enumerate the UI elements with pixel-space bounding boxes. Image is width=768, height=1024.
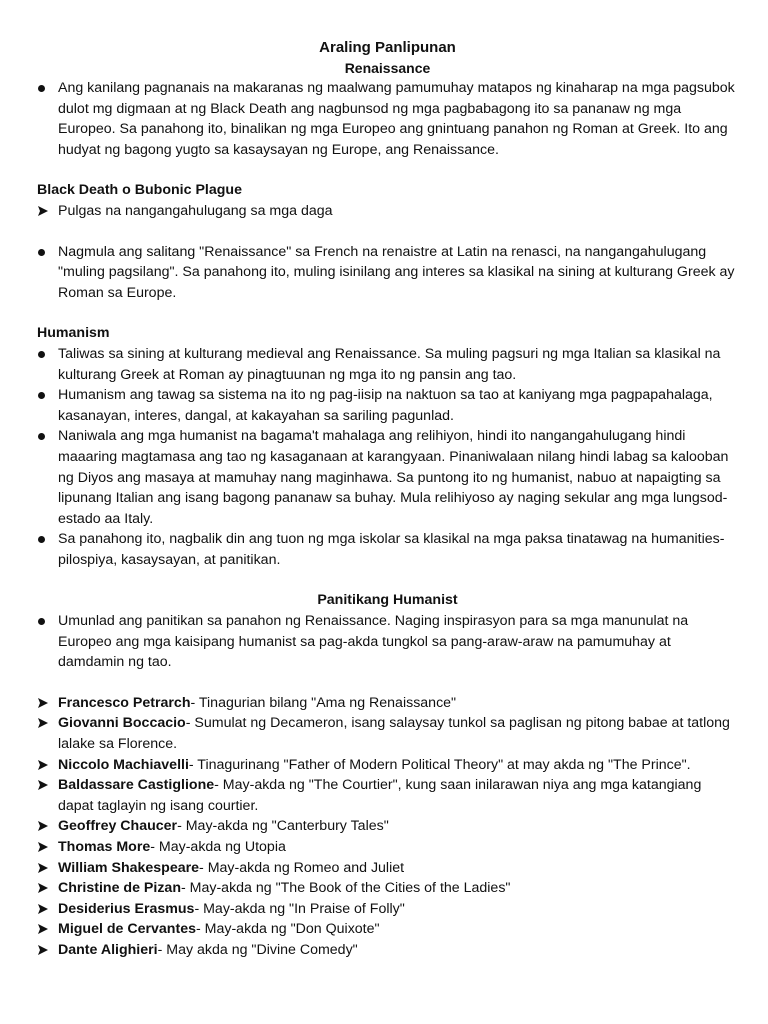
bullet-dot-icon [38, 618, 45, 625]
list-item-text: Naniwala ang mga humanist na bagama't mahalaga ang relihiyon, hindi ito nangangahulugang hindi maaaring magtamasa ang tao ng kasaganaan at karangyaan. Pinaniwalaan nilang hindi labag sa kalooban ng Diyos ang masaya at mamuhay nang maginhawa. Sa puntong ito ng humanist, nabuo at napaigting sa lipunang Italian ang isang bagong pananaw sa buhay. Mula relihiyoso ay naging sekular ang mga lungsod-estado aa Italy. [58, 428, 729, 527]
list-item-text: Sa panahong ito, nagbalik din ang tuon ng mga iskolar sa klasikal na mga paksa tinatawag na humanities- pilospiya, kasaysayan, at panitikan. [58, 531, 725, 568]
author-name: Dante Alighieri [58, 941, 158, 958]
list-item-text: Humanism ang tawag sa sistema na ito ng pag-iisip na naktuon sa tao at kaniyang mga pagpapahalaga, kasanayan, interes, dangal, at kakayahan sa sariling pagunlad. [58, 387, 713, 424]
author-item [37, 858, 738, 879]
page-title: Araling Panlipunan [319, 39, 456, 56]
bullet-dot-icon [38, 249, 45, 256]
author-item [37, 713, 738, 754]
author-desc: - May-akda ng "The Book of the Cities of the Ladies" [180, 880, 511, 897]
list-item-text: Pulgas na nangangahulugang sa mga daga [58, 202, 333, 219]
list-item [37, 201, 738, 222]
bullet-dot-icon [38, 392, 45, 399]
list-item [37, 426, 738, 529]
arrow-bullet-icon [37, 837, 51, 857]
panitikang-list [37, 611, 738, 673]
panitikang-heading: Panitikang Humanist [317, 592, 458, 609]
author-name: Thomas More [58, 839, 151, 855]
arrow-bullet-icon [37, 919, 51, 939]
author-item [37, 878, 738, 899]
list-item [37, 344, 738, 385]
bullet-dot-icon [38, 85, 45, 92]
author-desc: - May-akda ng "Canterbury Tales" [177, 818, 389, 835]
author-item [37, 693, 738, 714]
author-name: Baldassare Castiglione [58, 777, 215, 794]
arrow-bullet-icon [37, 816, 51, 836]
author-item [37, 775, 738, 816]
author-name: Niccolo Machiavelli [58, 756, 189, 773]
author-name: Giovanni Boccacio [58, 715, 186, 732]
author-desc: - Tinagurinang "Father of Modern Political Theory" at may akda ng "The Prince". [188, 756, 691, 773]
author-item [37, 816, 738, 837]
bullet-dot-icon [38, 351, 45, 358]
bullet-dot-icon [38, 536, 45, 543]
black-death-list [37, 201, 738, 222]
author-name: Geoffrey Chaucer [58, 818, 178, 835]
author-name: Francesco Petrarch [58, 694, 191, 711]
author-name: William Shakespeare [58, 859, 200, 876]
arrow-bullet-icon [37, 899, 51, 919]
author-name: Miguel de Cervantes [58, 921, 196, 938]
author-name: Christine de Pizan [58, 880, 181, 897]
arrow-bullet-icon [37, 755, 51, 775]
list-item-text: Umunlad ang panitikan sa panahon ng Renaissance. Naging inspirasyon para sa mga manunulat na Europeo ang mga kaisipang humanist sa pag-akda tungkol sa pang-araw-araw na pamumuhay at damdamin ng tao. [58, 613, 689, 671]
list-item-text: Taliwas sa sining at kulturang medieval ang Renaissance. Sa muling pagsuri ng mga Italian sa klasikal na kulturang Greek at Roman ay pinagtuunan ng mga ito ng pansin ang tao. [58, 345, 721, 383]
author-item [37, 899, 738, 920]
arrow-bullet-icon [37, 713, 51, 733]
list-item-text: Ang kanilang pagnanais na makaranas ng maalwang pamumuhay matapos ng kinaharap na mga pagsubok dulot mg digmaan at ng Black Death ang nagbunsod ng mga pagbabagong ito sa pananaw ng mga Europeo. Sa panahong ito, binalikan ng mga Europeo ang gnintuang panahon ng Roman at Greek. Ito ang hudyat ng bagong yugto sa kasaysayan ng Europe, ang Renaissance. [58, 80, 735, 158]
list-item [37, 611, 738, 673]
author-desc: - Sumulat ng Decameron, isang salaysay tunkol sa paglisan ng pitong babae at tatlong lalake sa Florence. [58, 715, 730, 753]
author-desc: - May akda ng "Divine Comedy" [157, 941, 358, 958]
author-desc: - May-akda ng "In Praise of Folly" [194, 900, 405, 917]
authors-list [37, 693, 738, 961]
arrow-bullet-icon [37, 693, 51, 713]
author-item [37, 919, 738, 940]
author-desc: - May-akda ng Romeo and Juliet [199, 859, 405, 876]
black-death-heading: Black Death o Bubonic Plague [37, 182, 242, 199]
intro-list [37, 78, 738, 160]
bullet-dot-icon [38, 433, 45, 440]
arrow-bullet-icon [37, 878, 51, 898]
arrow-bullet-icon [37, 775, 51, 795]
author-item [37, 755, 738, 776]
author-desc: - May-akda ng "The Courtier", kung saan inilarawan niya ang mga katangiang dapat taglayin ng isang courtier. [58, 777, 702, 814]
list-item [37, 78, 738, 160]
author-item [37, 940, 738, 961]
humanism-heading: Humanism [37, 325, 110, 342]
author-desc: - May-akda ng "Don Quixote" [195, 921, 380, 938]
list-item-text: Nagmula ang salitang "Renaissance" sa French na renaistre at Latin na renasci, na nangangahulugang "muling pagsilang". Sa panahong ito, muling isinilang ang interes sa klasikal na sining at kulturang Greek ay Roman sa Europe. [58, 243, 735, 301]
humanism-list [37, 344, 738, 571]
arrow-bullet-icon [37, 858, 51, 878]
author-item [37, 837, 738, 858]
arrow-bullet-icon [37, 940, 51, 960]
origin-list [37, 242, 738, 304]
page-subtitle: Renaissance [344, 60, 431, 76]
arrow-bullet-icon [37, 201, 51, 221]
list-item [37, 385, 738, 426]
list-item [37, 529, 738, 570]
list-item [37, 242, 738, 304]
author-desc: - Tinagurian bilang "Ama ng Renaissance" [190, 694, 457, 711]
author-name: Desiderius Erasmus [58, 900, 195, 917]
author-desc: - May-akda ng Utopia [150, 839, 286, 855]
